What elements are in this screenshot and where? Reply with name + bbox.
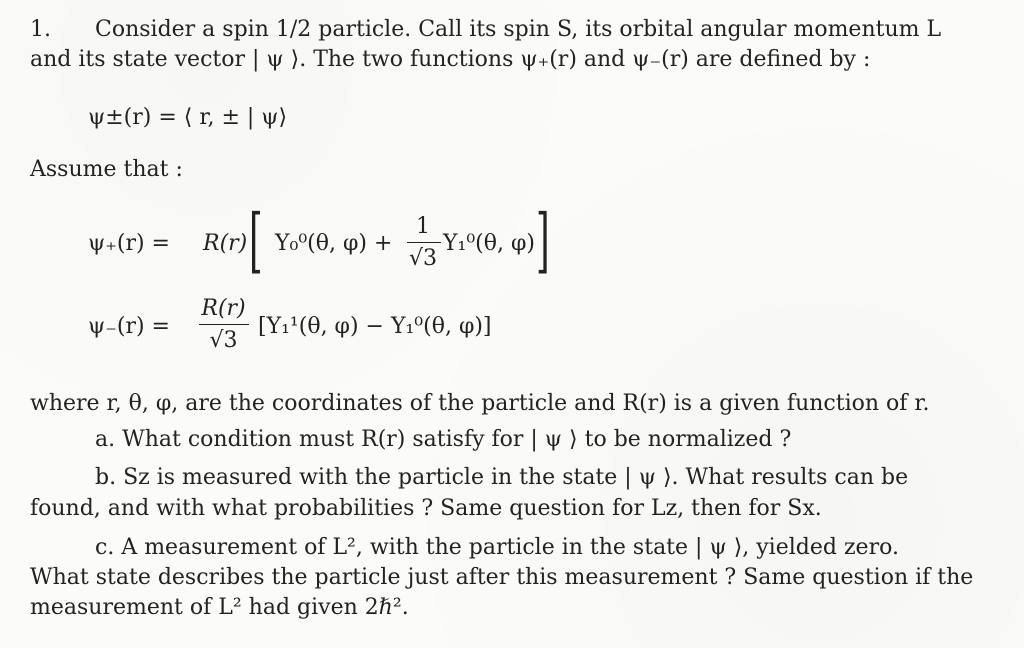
eq1-term2: Y₁⁰(θ, φ): [443, 231, 535, 256]
part-c-line-3: measurement of L² had given 2ℏ².: [30, 595, 409, 620]
eq1-frac-bar: [407, 242, 441, 243]
eq1-rfunc: R(r): [203, 231, 248, 256]
eq2-frac-den: √3: [209, 328, 238, 353]
definition-equation: ψ±(r) = ⟨ r, ± | ψ⟩: [88, 105, 288, 130]
eq2-rhs: [Y₁¹(θ, φ) − Y₁⁰(θ, φ)]: [258, 314, 492, 339]
eq1-frac-den: √3: [408, 246, 437, 271]
part-b-line-1: b. Sz is measured with the particle in the state | ψ ⟩. What results can be: [95, 465, 909, 490]
eq1-fraction: [404, 212, 442, 292]
part-c-line-2: What state describes the particle just after this measurement ? Same question if the: [30, 565, 974, 590]
intro-line-2: and its state vector | ψ ⟩. The two functions ψ₊(r) and ψ₋(r) are defined by :: [30, 47, 871, 72]
eq1-term1: Y₀⁰(θ, φ) +: [275, 231, 393, 256]
coords-sentence: where r, θ, φ, are the coordinates of the particle and R(r) is a given function of r.: [30, 391, 930, 416]
problem-number: 1.: [30, 17, 51, 42]
part-b-line-2: found, and with what probabilities ? Same question for Lz, then for Sx.: [30, 496, 822, 521]
intro-line-1: Consider a spin 1/2 particle. Call its spin S, its orbital angular momentum L: [95, 17, 942, 42]
eq2-frac-bar: [199, 324, 249, 325]
eq1-right-bracket: ]: [536, 199, 550, 281]
eq1-left-bracket: [: [249, 199, 263, 281]
eq2-frac-num: R(r): [201, 296, 246, 321]
eq1-lhs: ψ₊(r) =: [88, 231, 170, 256]
eq2-lhs: ψ₋(r) =: [88, 314, 170, 339]
eq2-fraction: [196, 294, 251, 374]
eq1-frac-num: 1: [416, 214, 430, 239]
part-c-line-1: c. A measurement of L², with the particle in the state | ψ ⟩, yielded zero.: [95, 535, 899, 560]
assume-label: Assume that :: [30, 157, 183, 182]
part-a: a. What condition must R(r) satisfy for | ψ ⟩ to be normalized ?: [95, 427, 792, 452]
